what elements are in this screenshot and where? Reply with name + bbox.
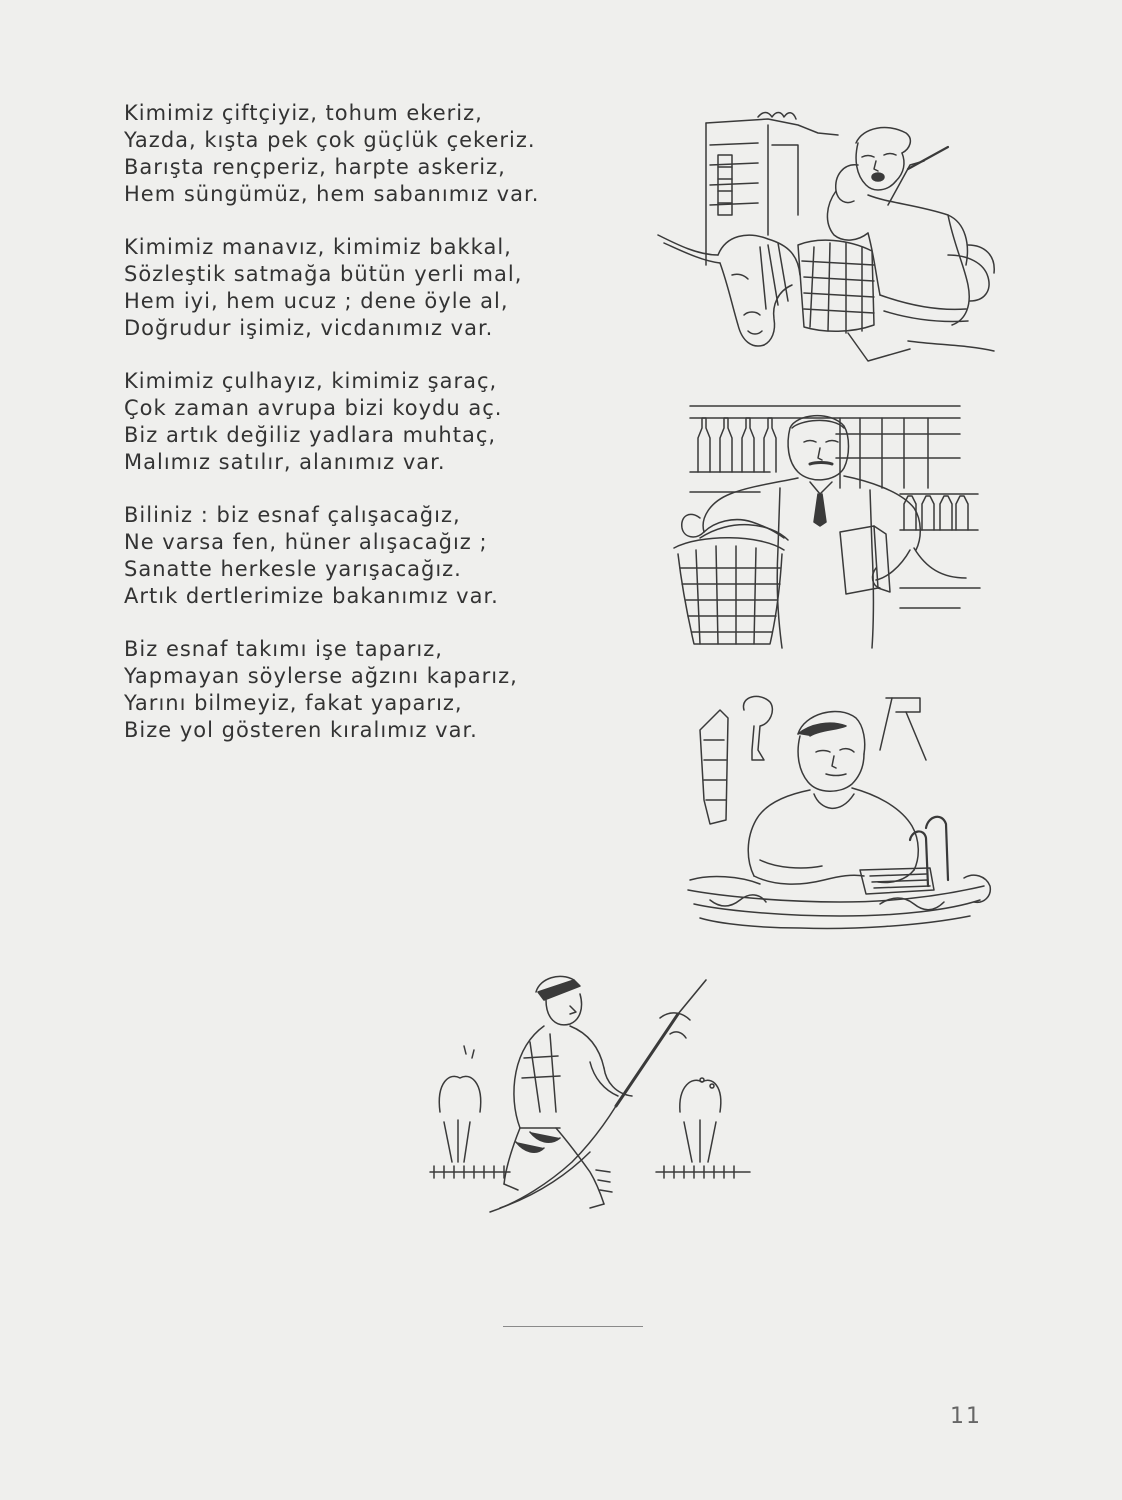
poem-line: Barışta rençperiz, harpte askeriz, (124, 155, 506, 179)
stanza-3 (124, 368, 664, 476)
grocer-illustration (660, 398, 990, 658)
craftsman-illustration (680, 690, 1000, 940)
poem-line: Sözleştik satmağa bütün yerli mal, (124, 262, 523, 286)
poem-line: Kimimiz çulhayız, kimimiz şaraç, (124, 369, 498, 393)
poem-line: Artık dertlerimize bakanımız var. (124, 584, 499, 608)
poem-line: Biz esnaf takımı işe taparız, (124, 637, 443, 661)
stanza-4 (124, 502, 664, 610)
poem-line: Biz artık değiliz yadlara muhtaç, (124, 423, 497, 447)
poem-line: Biliniz : biz esnaf çalışacağız, (124, 503, 461, 527)
poem-line: Sanatte herkesle yarışacağız. (124, 557, 462, 581)
poem-line: Hem iyi, hem ucuz ; dene öyle al, (124, 289, 509, 313)
poem-line: Yazda, kışta pek çok güçlük çekeriz. (124, 128, 536, 152)
poem-line: Çok zaman avrupa bizi koydu aç. (124, 396, 503, 420)
poem-line: Kimimiz çiftçiyiz, tohum ekeriz, (124, 101, 483, 125)
poem-line: Kimimiz manavız, kimimiz bakkal, (124, 235, 512, 259)
poem (124, 100, 664, 770)
stanza-5 (124, 636, 664, 744)
poem-line: Yapmayan söylerse ağzını kaparız, (124, 664, 518, 688)
poem-line: Doğrudur işimiz, vicdanımız var. (124, 316, 494, 340)
poem-line: Yarını bilmeyiz, fakat yaparız, (124, 691, 463, 715)
soldier-with-bayonet-illustration (420, 962, 770, 1222)
stanza-2 (124, 234, 664, 342)
poem-line: Hem süngümüz, hem sabanımız var. (124, 182, 540, 206)
page-number: 11 (950, 1404, 982, 1429)
vendor-with-donkey-illustration (648, 105, 1000, 375)
poem-line: Bize yol gösteren kıralımız var. (124, 718, 478, 742)
poem-line: Malımız satılır, alanımız var. (124, 450, 446, 474)
poem-line: Ne varsa fen, hüner alışacağız ; (124, 530, 488, 554)
stanza-1 (124, 100, 664, 208)
footer-separator (503, 1326, 643, 1327)
